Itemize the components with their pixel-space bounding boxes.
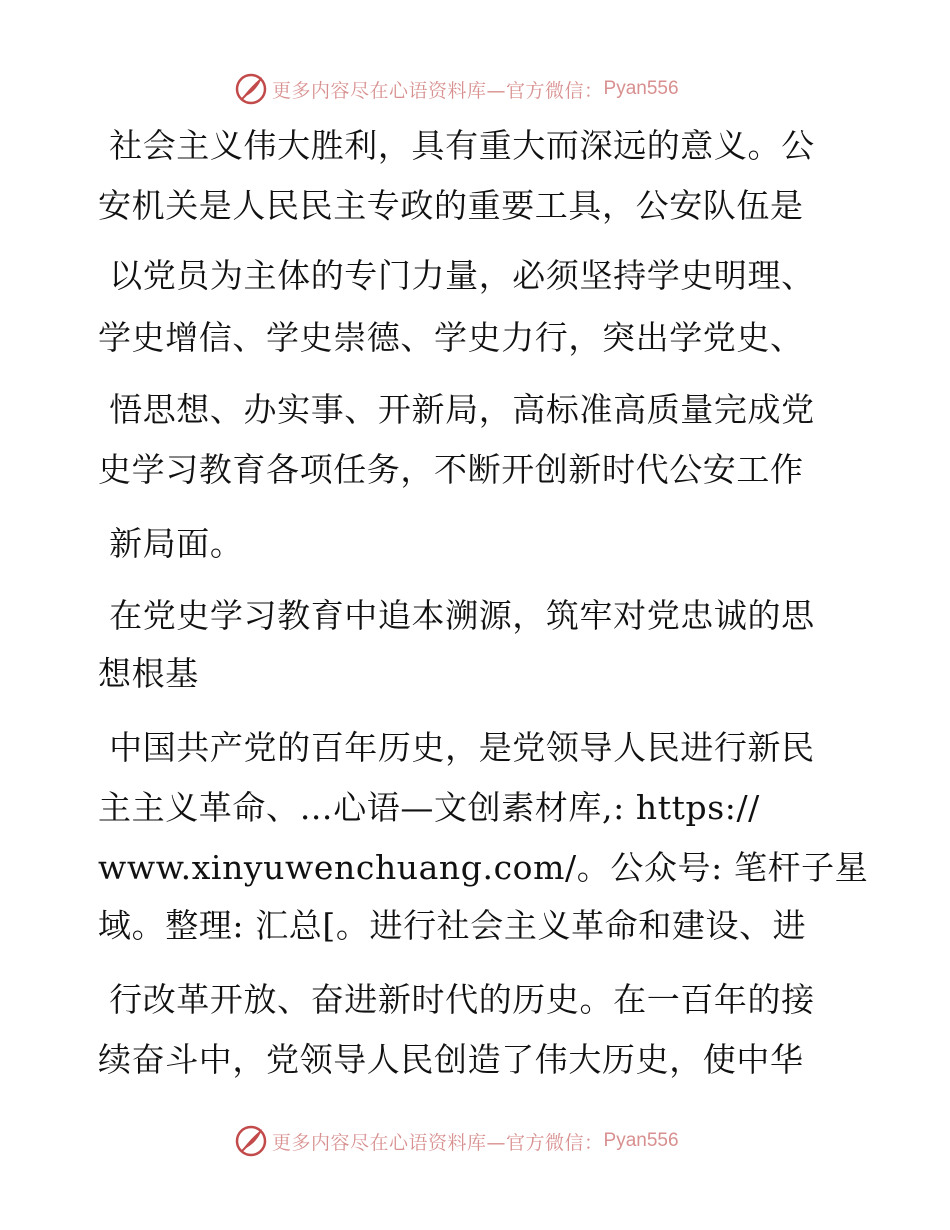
watermark-wechat-handle: Pyan556 [603, 1130, 679, 1151]
text-line: 中国共产党的百年历史，是党领导人民进行新民 [98, 728, 815, 767]
watermark-wechat-handle: Pyan556 [603, 78, 679, 99]
text-line: 以党员为主体的专门力量，必须坚持学史明理、 [98, 256, 815, 295]
text-line: 悟思想、办实事、开新局，高标准高质量完成党 [98, 390, 815, 429]
text-line: 续奋斗中，党领导人民创造了伟大历史，使中华 [98, 1040, 804, 1079]
text-line: 主主义革命、…心语—文创素材库,: https:// [98, 788, 760, 827]
text-line: 域。整理: 汇总[。进行社会主义革命和建设、进 [98, 906, 807, 945]
header-watermark [234, 72, 679, 106]
text-line: 安机关是人民民主专政的重要工具，公安队伍是 [98, 186, 804, 225]
text-line: 史学习教育各项任务，不断开创新时代公安工作 [98, 450, 804, 489]
footer-watermark [234, 1124, 679, 1158]
watermark-brand-text: 更多内容尽在心语资料库—官方微信： [272, 79, 604, 102]
quill-pen-logo-icon [234, 72, 268, 106]
text-line: www.xinyuwenchuang.com/。公众号: 笔杆子星 [98, 848, 869, 887]
watermark-brand-text: 更多内容尽在心语资料库—官方微信： [272, 1131, 604, 1154]
text-line: 社会主义伟大胜利，具有重大而深远的意义。公 [98, 126, 815, 165]
section-heading-line: 在党史学习教育中追本溯源，筑牢对党忠诚的思 [98, 596, 815, 635]
text-line: 学史增信、学史崇德、学史力行，突出学党史、 [98, 318, 804, 357]
text-line: 新局面。 [98, 524, 244, 563]
text-line: 行改革开放、奋进新时代的历史。在一百年的接 [98, 980, 815, 1019]
section-heading-line: 想根基 [98, 654, 199, 693]
quill-pen-logo-icon [234, 1124, 268, 1158]
